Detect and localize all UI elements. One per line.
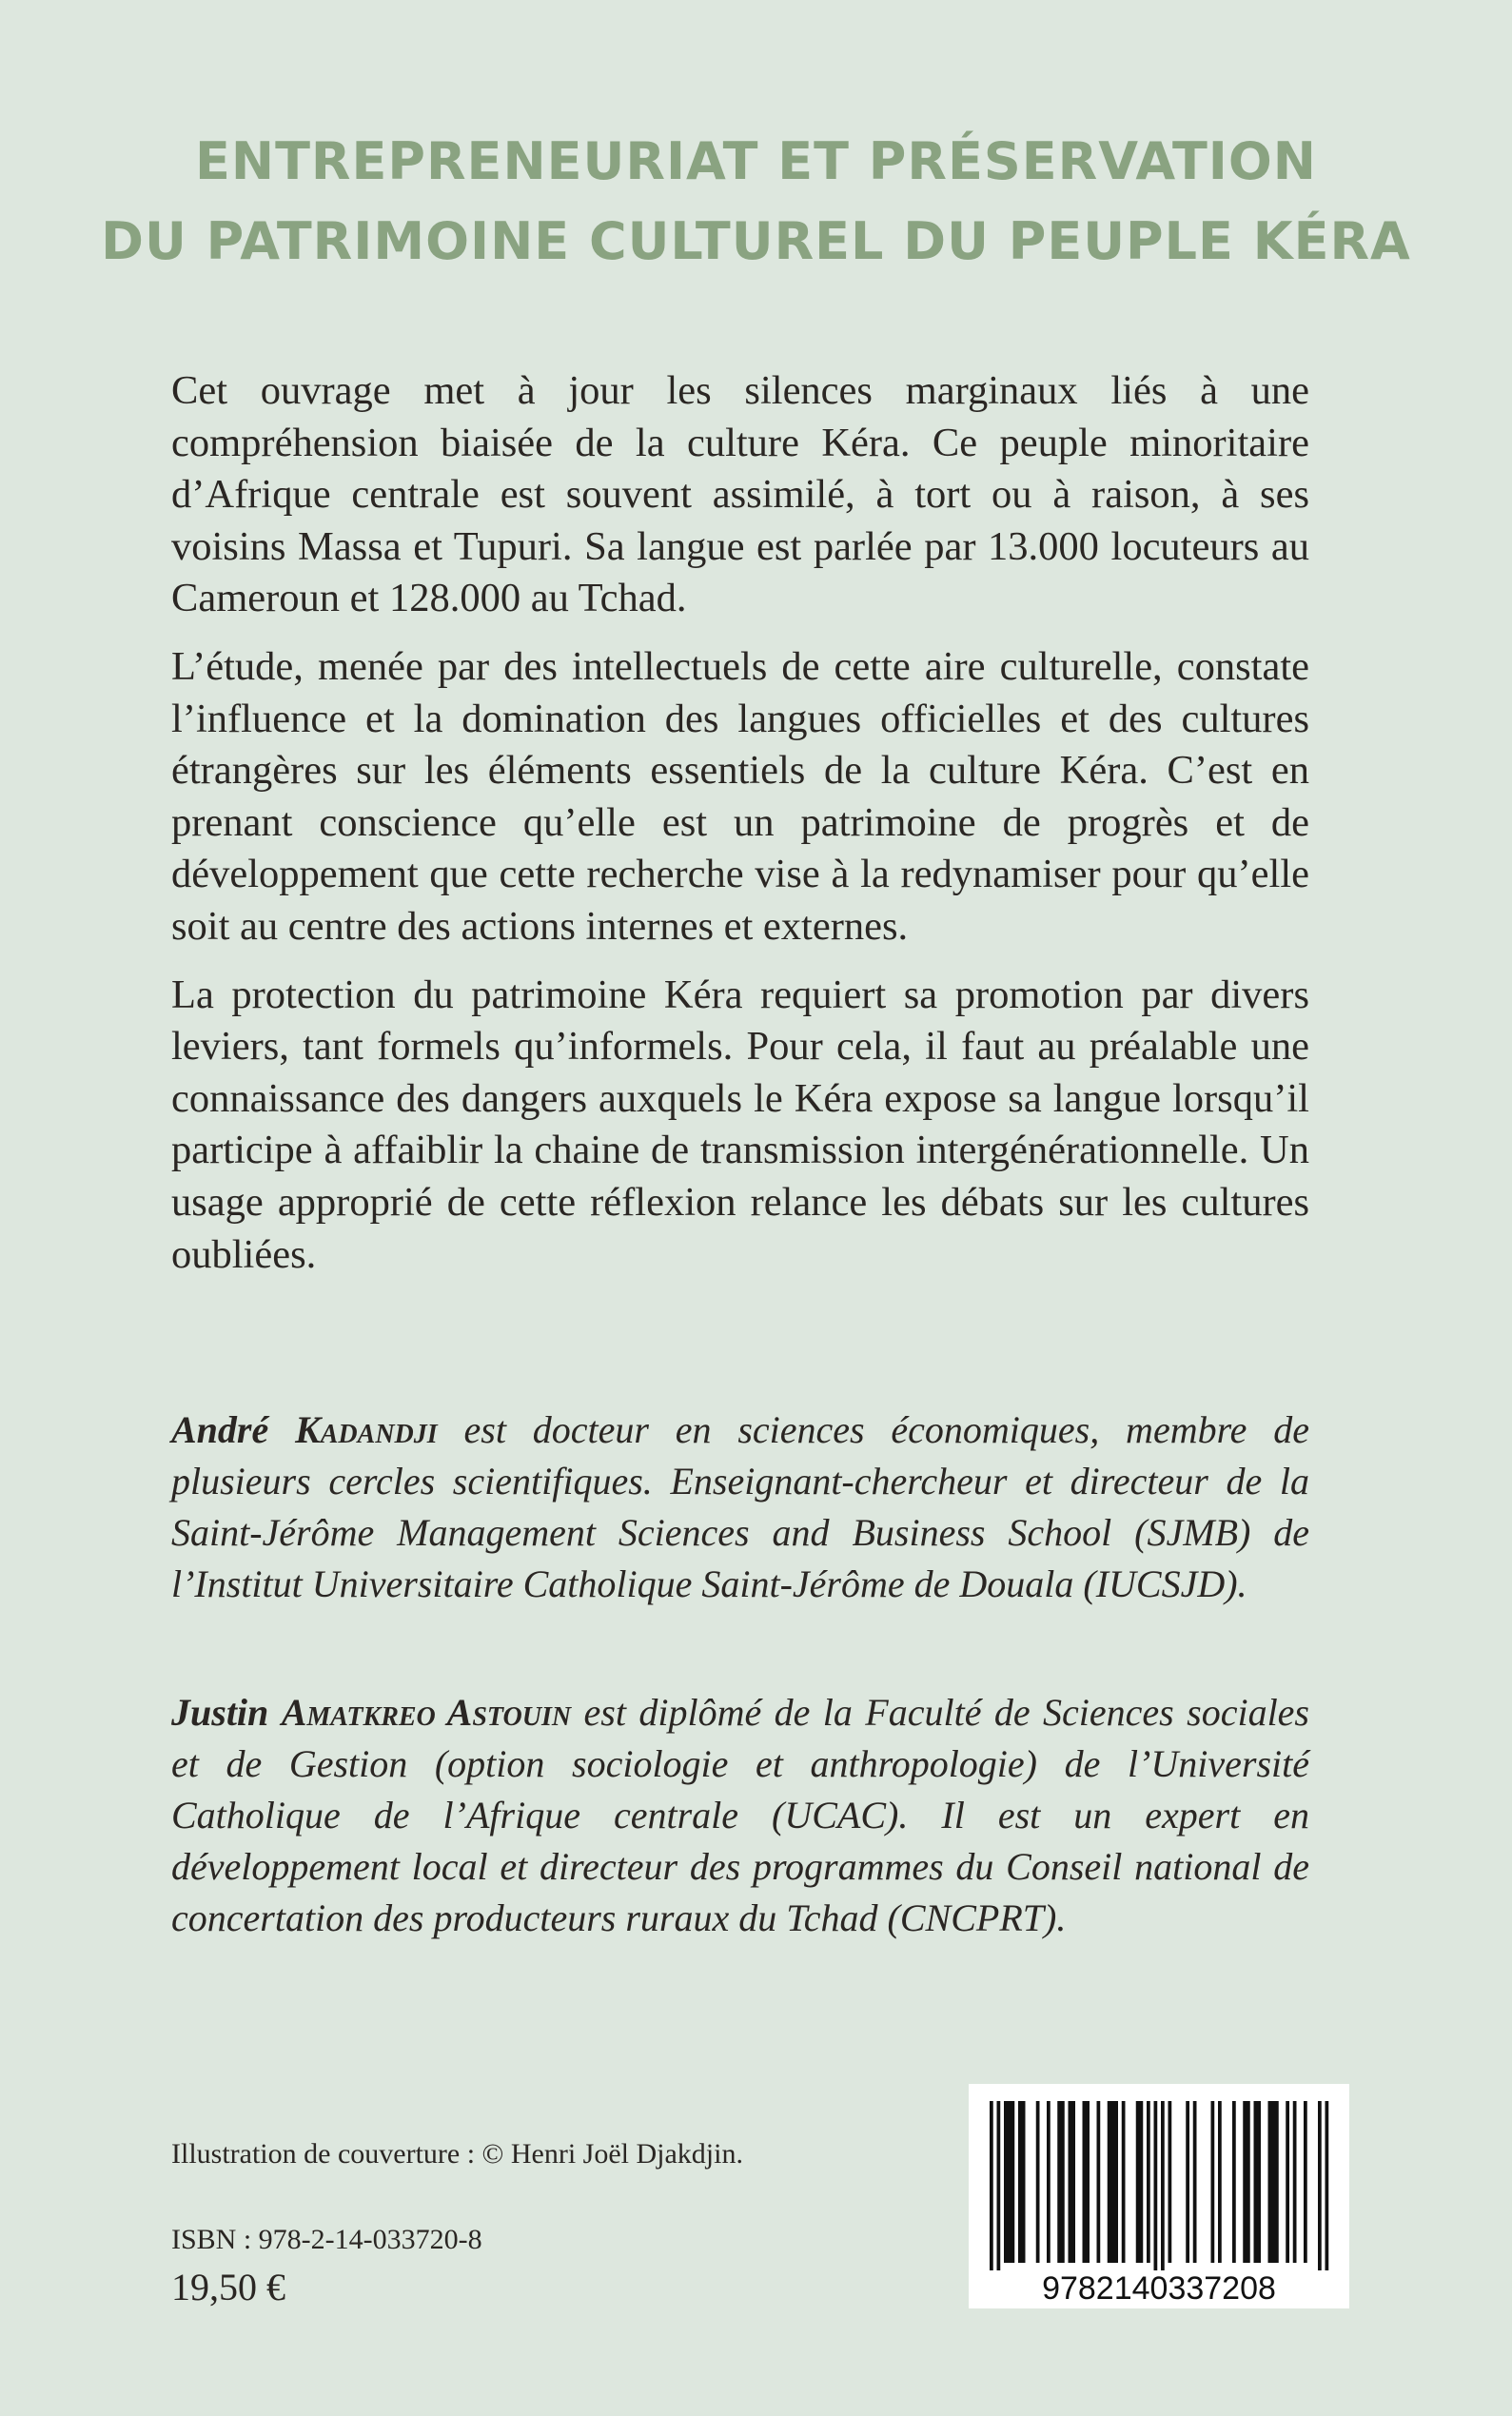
author-2-bio-text: est diplômé de la Faculté de Sciences sociales et de Gestion (option sociologie et anthropologie) de l’Université Catholique de l’Afrique centrale (UCAC). Il est un expert en développement local et directeur des programmes du Conseil national de concertation des producteurs ruraux du Tchad (CNCPRT). xyxy=(171,1691,1309,1939)
barcode-bar xyxy=(1318,2101,1322,2270)
barcode-bar xyxy=(1325,2101,1329,2270)
blurb xyxy=(171,365,1309,1297)
barcode-bar xyxy=(1136,2101,1144,2263)
barcode-bar xyxy=(1018,2101,1026,2263)
title-line-1: ENTREPRENEURIAT ET PRÉSERVATION xyxy=(195,131,1317,191)
blurb-paragraph-1: Cet ouvrage met à jour les silences marginaux liés à une compréhension biaisée de la culture Kéra. Ce peuple minoritaire d’Afrique centrale est souvent assimilé, à tort ou à raison, à ses voisins Massa et Tupuri. Sa langue est parlée par 13.000 locuteurs au Cameroun et 128.000 au Tchad. xyxy=(171,368,1309,621)
author-2-last-name: Amatkreo Astouin xyxy=(281,1691,572,1734)
author-1-first-name: André xyxy=(171,1408,269,1451)
barcode-bar xyxy=(1293,2101,1297,2263)
barcode-bar xyxy=(1161,2101,1165,2270)
barcode-bar xyxy=(1108,2101,1118,2263)
barcode-graphic xyxy=(969,2084,1349,2308)
price: 19,50 € xyxy=(171,2266,285,2308)
author-bio-1 xyxy=(171,1404,1309,1610)
barcode-bar xyxy=(1232,2101,1236,2263)
barcode-bar xyxy=(1186,2101,1189,2263)
barcode-bar xyxy=(1083,2101,1090,2263)
barcode-bar xyxy=(1004,2101,1014,2263)
barcode-bar xyxy=(1069,2101,1076,2263)
title-line-2: DU PATRIMOINE CULTUREL DU PEUPLE KÉRA xyxy=(101,211,1411,271)
barcode-bar xyxy=(1304,2101,1307,2263)
barcode-bar xyxy=(997,2101,1001,2270)
barcode-bar xyxy=(1211,2101,1215,2263)
barcode-bar xyxy=(990,2101,993,2270)
isbn: ISBN : 978-2-14-033720-8 xyxy=(171,2224,482,2255)
author-2-first-name: Justin xyxy=(171,1691,269,1734)
barcode-bar xyxy=(1097,2101,1101,2263)
barcode-bar xyxy=(1057,2101,1065,2263)
illustration-credit: Illustration de couverture : © Henri Joël Djakdjin. xyxy=(171,2138,743,2170)
author-1-last-name: Kadandji xyxy=(295,1408,438,1451)
blurb-paragraph-3: La protection du patrimoine Kéra requiert sa promotion par divers leviers, tant formels qu’informels. Pour cela, il faut au préalable une connaissance des dangers auxquels le Kéra expose sa langue lorsqu’il participe à affaiblir la chaine de transmission intergénérationnelle. Un usage approprié de cette réflexion relance les débats sur les cultures oubliées. xyxy=(171,972,1309,1277)
barcode-bar xyxy=(1193,2101,1197,2263)
barcode-bar xyxy=(1147,2101,1150,2263)
author-1-bio-text: est docteur en sciences économiques, membre de plusieurs cercles scientifiques. Enseignant-chercheur et directeur de la Saint-Jérôme Management Sciences and Business School (SJMB) de l’Institut Universitaire Catholique Saint-Jérôme de Douala (IUCSJD). xyxy=(171,1408,1309,1605)
author-bio-2 xyxy=(171,1687,1309,1944)
barcode-bar xyxy=(1286,2101,1289,2263)
barcode xyxy=(969,2084,1349,2308)
barcode-bar xyxy=(1154,2101,1158,2270)
blurb-paragraph-2: L’étude, menée par des intellectuels de cette aire culturelle, constate l’influence et la domination des langues officielles et des cultures étrangères sur les éléments essentiels de la culture Kéra. C’est en prenant conscience qu’elle est un patrimoine de progrès et de développement que cette recherche vise à la redynamiser pour qu’elle soit au centre des actions internes et externes. xyxy=(171,643,1309,949)
barcode-bar xyxy=(1243,2101,1250,2263)
barcode-bar xyxy=(1218,2101,1222,2263)
barcode-digits: 9782140337208 xyxy=(1042,2270,1276,2307)
barcode-bar xyxy=(1047,2101,1051,2263)
barcode-bar xyxy=(1268,2101,1279,2263)
barcode-bar xyxy=(1036,2101,1040,2263)
barcode-bar xyxy=(1168,2101,1172,2263)
back-cover-title xyxy=(0,122,1512,282)
barcode-bar xyxy=(1122,2101,1126,2263)
barcode-bar xyxy=(1254,2101,1262,2263)
